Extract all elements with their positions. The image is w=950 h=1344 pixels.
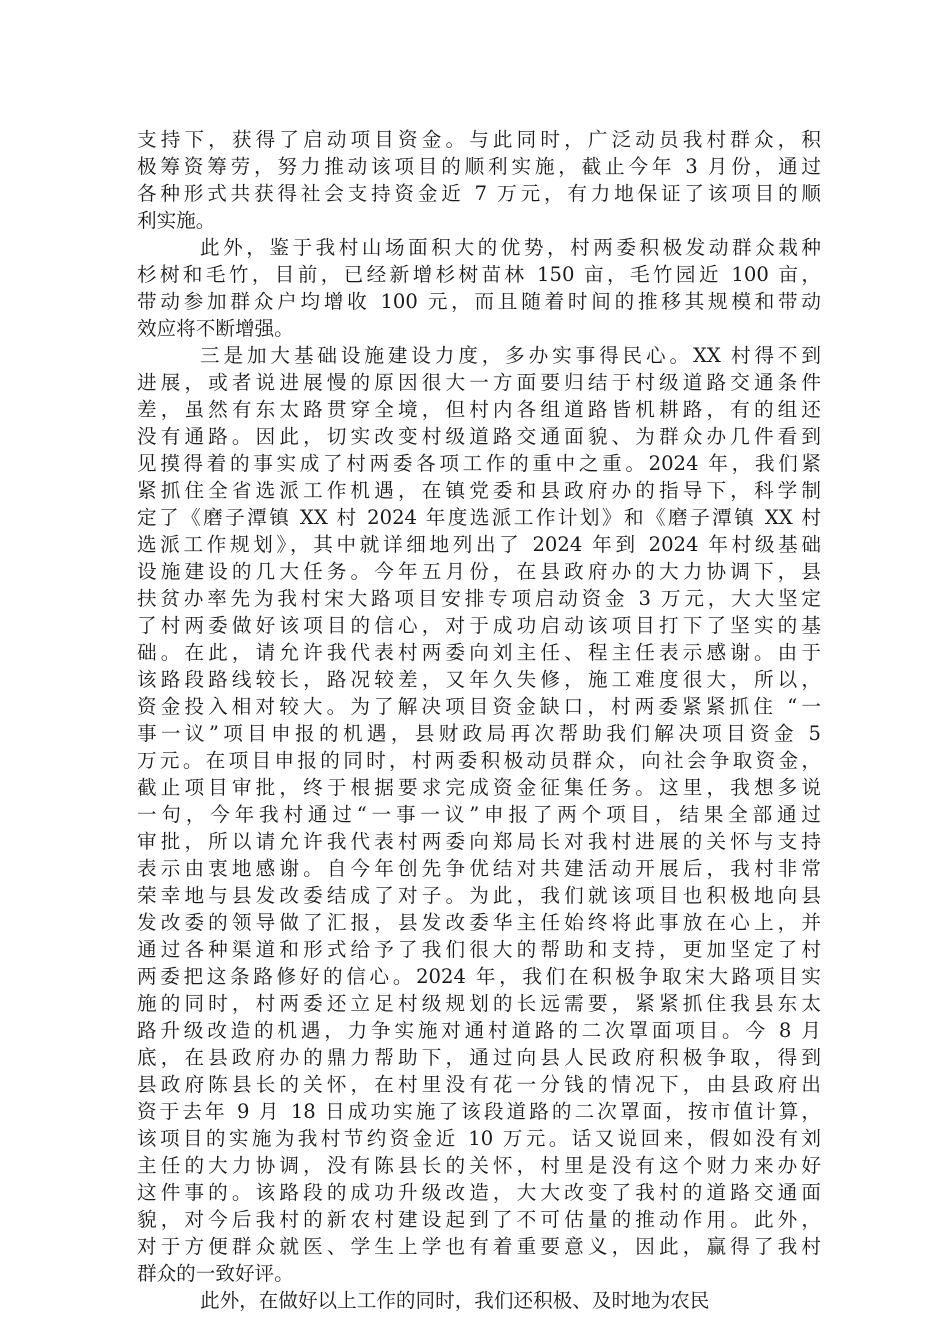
- text-line: 发改委的领导做了汇报，县发改委华主任始终将此事放在心上，并: [137, 911, 821, 934]
- text-line: 了村两委做好该项目的信心，对于成功启动该项目打下了坚实的基: [137, 614, 821, 637]
- paragraph: [137, 234, 821, 342]
- text-line: 此外，鉴于我村山场面积大的优势，村两委积极发动群众栽种: [200, 236, 821, 259]
- text-line: 县政府陈县长的关怀，在村里没有花一分钱的情况下，由县政府出: [137, 1073, 821, 1096]
- text-line: 进展，或者说进展慢的原因很大一方面要归结于村级道路交通条件: [137, 371, 821, 394]
- text-line: 截止项目审批，终于根据要求完成资金征集任务。这里，我想多说: [137, 776, 821, 799]
- text-line: 审批，所以请允许我代表村两委向郑局长对我村进展的关怀与支持: [137, 830, 821, 853]
- text-line: 选派工作规划》，其中就详细地列出了 2024 年到 2024 年村级基础: [137, 533, 821, 556]
- text-line: 两委把这条路修好的信心。2024 年，我们在积极争取宋大路项目实: [137, 965, 821, 988]
- text-line: 没有通路。因此，切实改变村级道路交通面貌、为群众办几件看到: [137, 425, 821, 448]
- text-line: 路升级改造的机遇，力争实施对通村道路的二次罩面项目。今 8 月: [137, 1019, 821, 1042]
- text-line: 对于方便群众就医、学生上学也有着重要意义，因此，赢得了我村: [137, 1235, 821, 1258]
- text-line: 表示由衷地感谢。自今年创先争优结对共建活动开展后，我村非常: [137, 857, 821, 880]
- document-body: [137, 126, 821, 1314]
- text-line: 该项目的实施为我村节约资金近 10 万元。话又说回来，假如没有刘: [137, 1127, 821, 1150]
- text-line: 差，虽然有东太路贯穿全境，但村内各组道路皆机耕路，有的组还: [137, 398, 821, 421]
- text-line: 紧抓住全省选派工作机遇，在镇党委和县政府办的指导下，科学制: [137, 479, 821, 502]
- text-line: 见摸得着的事实成了村两委各项工作的重中之重。2024 年，我们紧: [137, 452, 821, 475]
- text-line: 支持下，获得了启动项目资金。与此同时，广泛动员我村群众，积: [137, 128, 821, 151]
- text-line: 础。在此，请允许我代表村两委向刘主任、程主任表示感谢。由于: [137, 641, 821, 664]
- text-line: 带动参加群众户均增收 100 元，而且随着时间的推移其规模和带动: [137, 290, 821, 313]
- text-line: 一句，今年我村通过“一事一议”申报了两个项目，结果全部通过: [137, 803, 821, 826]
- text-line: 扶贫办率先为我村宋大路项目安排专项启动资金 3 万元，大大坚定: [137, 587, 821, 610]
- paragraph: [137, 1287, 821, 1314]
- text-line: 底，在县政府办的鼎力帮助下，通过向县人民政府积极争取，得到: [137, 1046, 821, 1069]
- text-line: 貌，对今后我村的新农村建设起到了不可估量的推动作用。此外，: [137, 1208, 821, 1231]
- text-line: 定了《磨子潭镇 XX 村 2024 年度选派工作计划》和《磨子潭镇 XX 村: [137, 506, 821, 529]
- paragraph: [137, 126, 821, 234]
- text-line: 三是加大基础设施建设力度，多办实事得民心。XX 村得不到: [200, 344, 821, 367]
- text-line: 万元。在项目申报的同时，村两委积极动员群众，向社会争取资金，: [137, 749, 821, 772]
- text-line: 通过各种渠道和形式给予了我们很大的帮助和支持，更加坚定了村: [137, 938, 821, 961]
- text-line: 效应将不断增强。: [137, 317, 294, 340]
- text-line: 群众的一致好评。: [137, 1262, 294, 1285]
- text-line: 设施建设的几大任务。今年五月份，在县政府办的大力协调下，县: [137, 560, 821, 583]
- text-line: 施的同时，村两委还立足村级规划的长远需要，紧紧抓住我县东太: [137, 992, 821, 1015]
- text-line: 极筹资筹劳，努力推动该项目的顺利实施，截止今年 3 月份，通过: [137, 155, 821, 178]
- text-line: 资金投入相对较大。为了解决项目资金缺口，村两委紧紧抓住 “一: [137, 695, 821, 718]
- paragraph: [137, 342, 821, 1287]
- text-line: 此外，在做好以上工作的同时，我们还积极、及时地为农民: [200, 1289, 710, 1312]
- text-line: 各种形式共获得社会支持资金近 7 万元，有力地保证了该项目的顺: [137, 182, 821, 205]
- text-line: 资于去年 9 月 18 日成功实施了该段道路的二次罩面，按市值计算，: [137, 1100, 821, 1123]
- text-line: 主任的大力协调，没有陈县长的关怀，村里是没有这个财力来办好: [137, 1154, 821, 1177]
- text-line: 该路段路线较长，路况较差，又年久失修，施工难度很大，所以，: [137, 668, 821, 691]
- text-line: 这件事的。该路段的成功升级改造，大大改变了我村的道路交通面: [137, 1181, 821, 1204]
- text-line: 杉树和毛竹，目前，已经新增杉树苗林 150 亩，毛竹园近 100 亩，: [137, 263, 821, 286]
- text-line: 事一议”项目申报的机遇，县财政局再次帮助我们解决项目资金 5: [137, 722, 821, 745]
- text-line: 利实施。: [137, 209, 216, 232]
- text-line: 荣幸地与县发改委结成了对子。为此，我们就该项目也积极地向县: [137, 884, 821, 907]
